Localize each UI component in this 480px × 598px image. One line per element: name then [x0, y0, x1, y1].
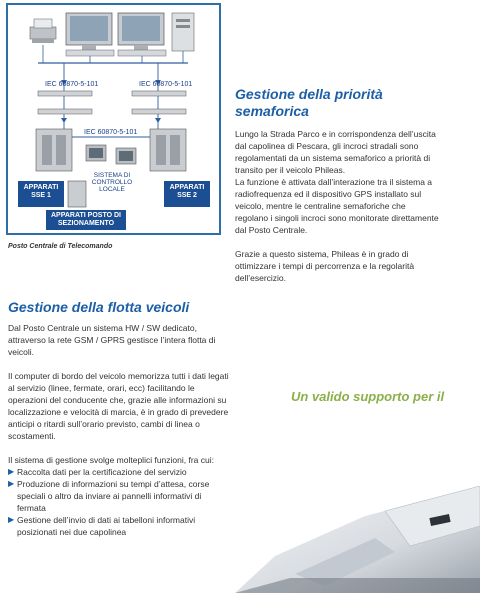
section-body-traffic-priority — [235, 128, 440, 284]
vehicle-photo — [235, 486, 480, 593]
local-monitor-icon — [86, 145, 136, 164]
printer-icon — [30, 19, 56, 43]
paragraph: Grazie a questo sistema, Phileas è in grado di ottimizzare i tempi di percorrenza e la regolarità dell’esercizio. — [235, 249, 415, 283]
protocol-label: IEC 60870-5-101 — [84, 129, 138, 136]
bullet-arrow-icon: ▶ — [8, 479, 15, 488]
small-cabinet-icon — [68, 181, 86, 207]
paragraph: La funzione è attivata dall’interazione tra il sistema a radiofrequenza ed il dispositivo GPS installato sul veicolo, mentre le centraline semaforiche che regolano i singoli incroci sono monitorate direttamente dal Posto Centrale. — [235, 177, 439, 235]
cabinet-icon — [150, 129, 186, 171]
protocol-label: IEC 60870-5-101 — [45, 81, 99, 88]
bullet-arrow-icon: ▶ — [8, 515, 15, 524]
paragraph: Il computer di bordo del veicolo memorizza tutti i dati legati al servizio (linee, fermate, orari, ecc) facilitando le operazioni del conducente che, grazie alle informazioni su localizzazione e velocità di marcia, è in grado di prevedere anticipi o ritardi sull’orario previsto, cambi di linea o scostamenti. — [8, 371, 229, 441]
monitor-icon — [118, 13, 166, 56]
bullet-arrow-icon: ▶ — [8, 467, 15, 476]
function-list — [8, 466, 230, 538]
sezionamento-box: APPARATI POSTO DI SEZIONAMENTO — [46, 210, 126, 230]
side-title: Un valido supporto per il — [291, 389, 445, 404]
diagram-caption: Posto Centrale di Telecomando — [8, 243, 113, 250]
server-icon — [172, 13, 194, 51]
cabinet-icon — [36, 129, 72, 171]
section-heading-fleet: Gestione della flotta veicoli — [8, 299, 190, 315]
list-item: ▶ Raccolta dati per la certificazione del servizio — [8, 467, 187, 477]
section-heading-traffic-priority: Gestione della priorità semaforica — [235, 86, 383, 119]
vehicle-image — [235, 486, 480, 593]
network-diagram — [6, 3, 221, 235]
monitor-icon — [66, 13, 114, 56]
modem-icon — [132, 91, 186, 114]
paragraph: Il sistema di gestione svolge molteplici funzioni, fra cui: — [8, 455, 214, 465]
list-item: ▶ Gestione dell’invio di dati ai tabelloni informativi posizionati nei due capolinea — [8, 515, 196, 537]
protocol-label: IEC 60870-5-101 — [139, 81, 193, 88]
paragraph: Lungo la Strada Parco e in corrispondenza dell’uscita dal capolinea di Pescara, gli incroci stradali sono regolamentati da un sistema semaforico a priorità di transito per il veicolo Phileas. — [235, 129, 436, 175]
modem-icon — [38, 91, 92, 114]
local-control-label: SISTEMA DI CONTROLLO LOCALE — [91, 172, 133, 193]
sse1-box: APPARATI SSE 1 — [18, 181, 64, 207]
list-item: ▶ Produzione di informazioni su tempi d’attesa, corse speciali o altro da inviare ai pannelli informativi di fermata — [8, 479, 210, 513]
section-body-fleet — [8, 322, 230, 538]
sse2-box: APPARATI SSE 2 — [164, 181, 210, 207]
paragraph: Dal Posto Centrale un sistema HW / SW dedicato, attraverso la rete GSM / GPRS gestisce l’intera flotta di veicoli. — [8, 323, 216, 357]
